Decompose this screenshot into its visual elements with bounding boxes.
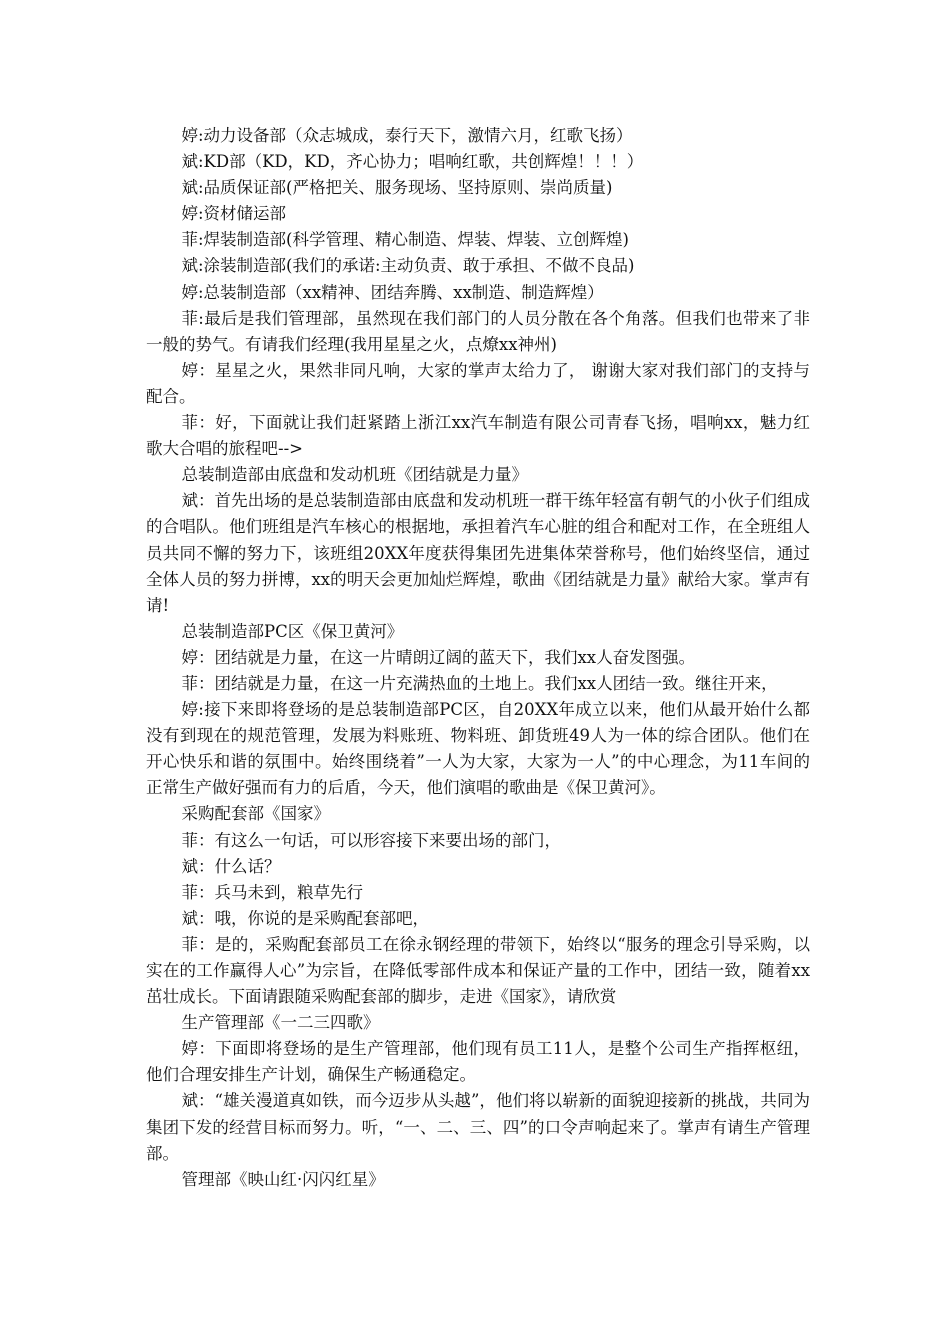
section-heading: 采购配套部《国家》 [181,804,330,824]
paragraph: 婷：星星之火，果然非同凡响，大家的掌声太给力了， 谢谢大家对我们部门的支持与配合。 [146,360,810,406]
paragraph: 婷:接下来即将登场的是总装制造部PC区，自20XX年成立以来，他们从最开始什么都没有到现在的规范管理，发展为料账班、物料班、卸货班49人为一体的综合团队。他们在开心快乐和谐的氛围中。始终围绕着”一人为大家，大家为一人”的中心理念，为11车间的正常生产做好强而有力的后盾，今天，他们演唱的歌曲是《保卫黄河》。 [146,700,810,798]
paragraph: 婷：团结就是力量，在这一片晴朗辽阔的蓝天下，我们xx人奋发图强。 [181,647,696,667]
section-heading: 总装制造部由底盘和发动机班《团结就是力量》 [181,465,528,485]
paragraph: 斌：什么话？ [181,856,281,876]
section-heading: 生产管理部《一二三四歌》 [181,1013,380,1033]
paragraph: 菲：是的，采购配套部员工在徐永钢经理的带领下，始终以“服务的理念引导采购，以实在的工作赢得人心”为宗旨，在降低零部件成本和保证产量的工作中，团结一致，随着xx茁壮成长。下面请跟随采购配套部的脚步，走进《国家》，请欣赏 [146,934,810,1007]
paragraph: 斌:KD部（KD，KD，齐心协力；唱响红歌，共创辉煌！！！） [181,152,644,172]
paragraph: 婷:总装制造部（xx精神、团结奔腾、xx制造、制造辉煌） [181,282,604,302]
document-body [146,123,810,1193]
paragraph: 斌：首先出场的是总装制造部由底盘和发动机班一群干练年轻富有朝气的小伙子们组成的合唱队。他们班组是汽车核心的根据地，承担着汽车心脏的组合和配对工作，在全班组人员共同不懈的努力下，该班组20XX年度获得集团先进集体荣誉称号，他们始终坚信，通过全体人员的努力拼博，xx的明天会更加灿烂辉煌，歌曲《团结就是力量》献给大家。掌声有请! [146,491,810,615]
paragraph: 菲：团结就是力量，在这一片充满热血的土地上。我们xx人团结一致。继往开来， [181,673,778,693]
paragraph: 菲：好，下面就让我们赶紧踏上浙江xx汽车制造有限公司青春飞扬，唱响xx，魅力红歌大合唱的旅程吧--> [146,413,810,459]
section-heading: 管理部《映山红·闪闪红星》 [181,1169,385,1189]
paragraph: 斌:涂装制造部(我们的承诺:主动负责、敢于承担、不做不良品) [181,256,635,276]
paragraph: 婷:资材储运部 [181,204,287,224]
paragraph: 菲:焊装制造部(科学管理、精心制造、焊装、焊装、立创辉煌) [181,230,629,250]
paragraph: 菲:最后是我们管理部，虽然现在我们部门的人员分散在各个角落。但我们也带来了非一般的势气。有请我们经理(我用星星之火，点燎xx神州) [146,308,810,354]
section-heading: 总装制造部PC区《保卫黄河》 [181,621,404,641]
paragraph: 斌：哦，你说的是采购配套部吧， [181,908,429,928]
paragraph: 菲：有这么一句话，可以形容接下来要出场的部门， [181,830,561,850]
paragraph: 菲：兵马未到，粮草先行 [181,882,363,902]
paragraph: 斌:品质保证部(严格把关、服务现场、坚持原则、崇尚质量) [181,178,613,198]
paragraph: 斌：“雄关漫道真如铁，而今迈步从头越”，他们将以崭新的面貌迎接新的挑战，共同为集团下发的经营目标而努力。听，“一、二、三、四”的口令声响起来了。掌声有请生产管理部。 [146,1091,810,1163]
paragraph: 婷:动力设备部（众志城成，泰行天下，激情六月，红歌飞扬） [181,126,633,145]
paragraph: 婷：下面即将登场的是生产管理部，他们现有员工11人，是整个公司生产指挥枢纽，他们合理安排生产计划，确保生产畅通稳定。 [146,1039,810,1085]
